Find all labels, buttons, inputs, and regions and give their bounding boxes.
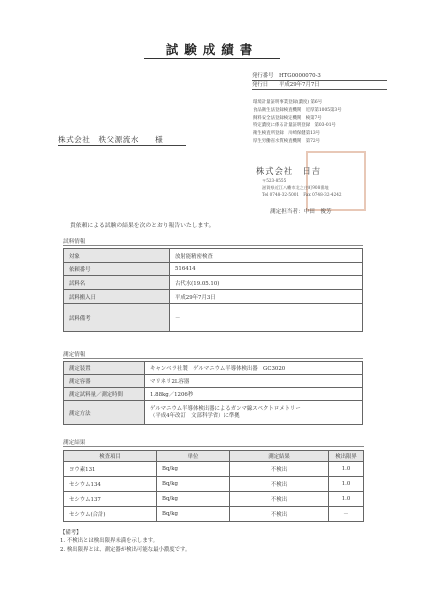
document-title: 試験成績書 — [165, 42, 259, 57]
result-item: セシウム(合計) — [64, 507, 157, 522]
issue-date-row — [252, 81, 387, 90]
table-row — [64, 462, 364, 477]
measurement-section-heading: 測定情報 — [63, 352, 86, 358]
result-limit: 1.0 — [329, 462, 364, 477]
note-item: 1. 不検出とは検出限界未満を示します。 — [60, 538, 159, 545]
issuer-postal: 〒523-8555 — [262, 178, 287, 183]
header-limit: 検出限界 — [329, 451, 364, 462]
table-row — [64, 477, 364, 492]
sample-value: 516414 — [170, 263, 363, 276]
result-limit: 1.0 — [329, 477, 364, 492]
person-name: 中田 俊芳 — [303, 209, 332, 215]
registration-item: 衛生検査所登録 川崎保健第13号 — [253, 131, 321, 137]
issue-date-label: 発行日 — [252, 82, 269, 88]
client-name: 株式会社 秩父源流水 様 — [58, 135, 164, 144]
amount-value: 1.88kg／1206秒 — [145, 388, 363, 401]
sample-value: － — [170, 304, 363, 332]
table-row — [64, 388, 363, 401]
issuer-phone: Tel 0748-32-5001 Fax 0748-32-4242 — [262, 192, 342, 197]
sample-value: 古代水(19.05.10) — [170, 276, 363, 290]
results-section-rule — [63, 446, 364, 447]
registration-list — [253, 99, 393, 146]
registration-item: 環境計量証明事業登録(濃度) 第6号 — [253, 100, 323, 105]
notes — [60, 529, 190, 554]
result-unit: Bq/kg — [157, 492, 230, 507]
client-underline — [58, 145, 186, 146]
result-value: 不検出 — [230, 492, 329, 507]
result-unit: Bq/kg — [157, 507, 230, 522]
method-value — [145, 401, 363, 425]
sample-label: 対象 — [64, 249, 170, 263]
table-row — [64, 362, 363, 375]
sample-value: 平成29年7月3日 — [170, 290, 363, 304]
issue-number-label: 発行番号 — [252, 73, 274, 79]
result-item: ヨウ素131 — [64, 462, 157, 477]
measurement-table — [63, 361, 363, 425]
device-label: 測定装置 — [64, 362, 145, 375]
issuer-company: 株式会社 日吉 — [256, 166, 322, 176]
issue-info — [252, 72, 387, 90]
table-row — [64, 507, 364, 522]
result-value: 不検出 — [230, 507, 329, 522]
registration-item: 飼料安全法登録検定機関 検第7号 — [253, 115, 322, 121]
result-unit: Bq/kg — [157, 477, 230, 492]
table-header-row — [64, 451, 364, 462]
container-value: マリネリ2L容器 — [145, 375, 363, 388]
result-unit: Bq/kg — [157, 462, 230, 477]
result-limit: － — [329, 507, 364, 522]
issue-number-value: HTG0000070-3 — [278, 73, 321, 79]
sample-section-heading: 試料情報 — [63, 239, 86, 245]
result-item: セシウム134 — [64, 477, 157, 492]
sample-label: 試料搬入日 — [64, 290, 170, 304]
table-row — [64, 304, 363, 332]
sample-table — [63, 248, 363, 332]
registration-item: 食品衛生法登録検査機関 近厚第1005第3号 — [253, 107, 342, 113]
issuer-address: 滋賀県近江八幡市北之庄町908番地 — [262, 185, 329, 190]
person-label: 測定担当者 — [270, 209, 298, 215]
result-value: 不検出 — [230, 477, 329, 492]
issue-date-value: 平成29年7月7日 — [278, 82, 320, 88]
table-row — [64, 290, 363, 304]
device-value: キャンベラ社製 ゲルマニウム半導体検出器 GC3020 — [145, 362, 363, 375]
sample-section-rule — [63, 245, 363, 246]
result-limit: 1.0 — [329, 492, 364, 507]
table-row — [64, 492, 364, 507]
measurement-person: 測定担当者：中田 俊芳 — [270, 209, 332, 215]
method-label: 測定方法 — [64, 401, 145, 425]
note-item: 2. 検出限界とは、測定器が検出可能な最小濃度です。 — [60, 546, 191, 553]
results-section-heading: 測定結果 — [63, 440, 86, 446]
client-honorific: 様 — [155, 135, 164, 144]
sample-label: 試料備考 — [64, 304, 170, 332]
table-row — [64, 263, 363, 276]
result-value: 不検出 — [230, 462, 329, 477]
sample-label: 試料名 — [64, 276, 170, 290]
measurement-section-rule — [63, 358, 363, 359]
result-item: セシウム137 — [64, 492, 157, 507]
table-row — [64, 401, 363, 425]
container-label: 測定容器 — [64, 375, 145, 388]
header-unit: 単位 — [157, 451, 230, 462]
sample-label: 依頼番号 — [64, 263, 170, 276]
intro-text: 貴依頼による試験の結果を次のとおり報告いたします。 — [70, 223, 215, 229]
registration-item: 厚生労働省水質検査機関 第72号 — [253, 138, 321, 144]
table-row — [64, 375, 363, 388]
method-line: ゲルマニウム半導体検出器によるガンマ線スペクトロメトリー — [150, 405, 301, 412]
notes-heading: 【備考】 — [60, 530, 82, 536]
amount-label: 測定試料量／測定時間 — [64, 388, 145, 401]
issue-number-row — [252, 72, 387, 81]
company-seal — [306, 151, 366, 211]
table-row — [64, 249, 363, 263]
table-row — [64, 276, 363, 290]
header-result: 測定結果 — [230, 451, 329, 462]
method-line: （平成4年改訂 文部科学省）に準拠 — [150, 412, 240, 419]
header-item: 検査項目 — [64, 451, 157, 462]
results-table — [63, 450, 364, 522]
sample-value: 放射能精密検査 — [170, 249, 363, 263]
registration-item: 特定濃度に係る計量証明登録 第03-01号 — [253, 123, 336, 129]
title-underline — [144, 58, 280, 59]
